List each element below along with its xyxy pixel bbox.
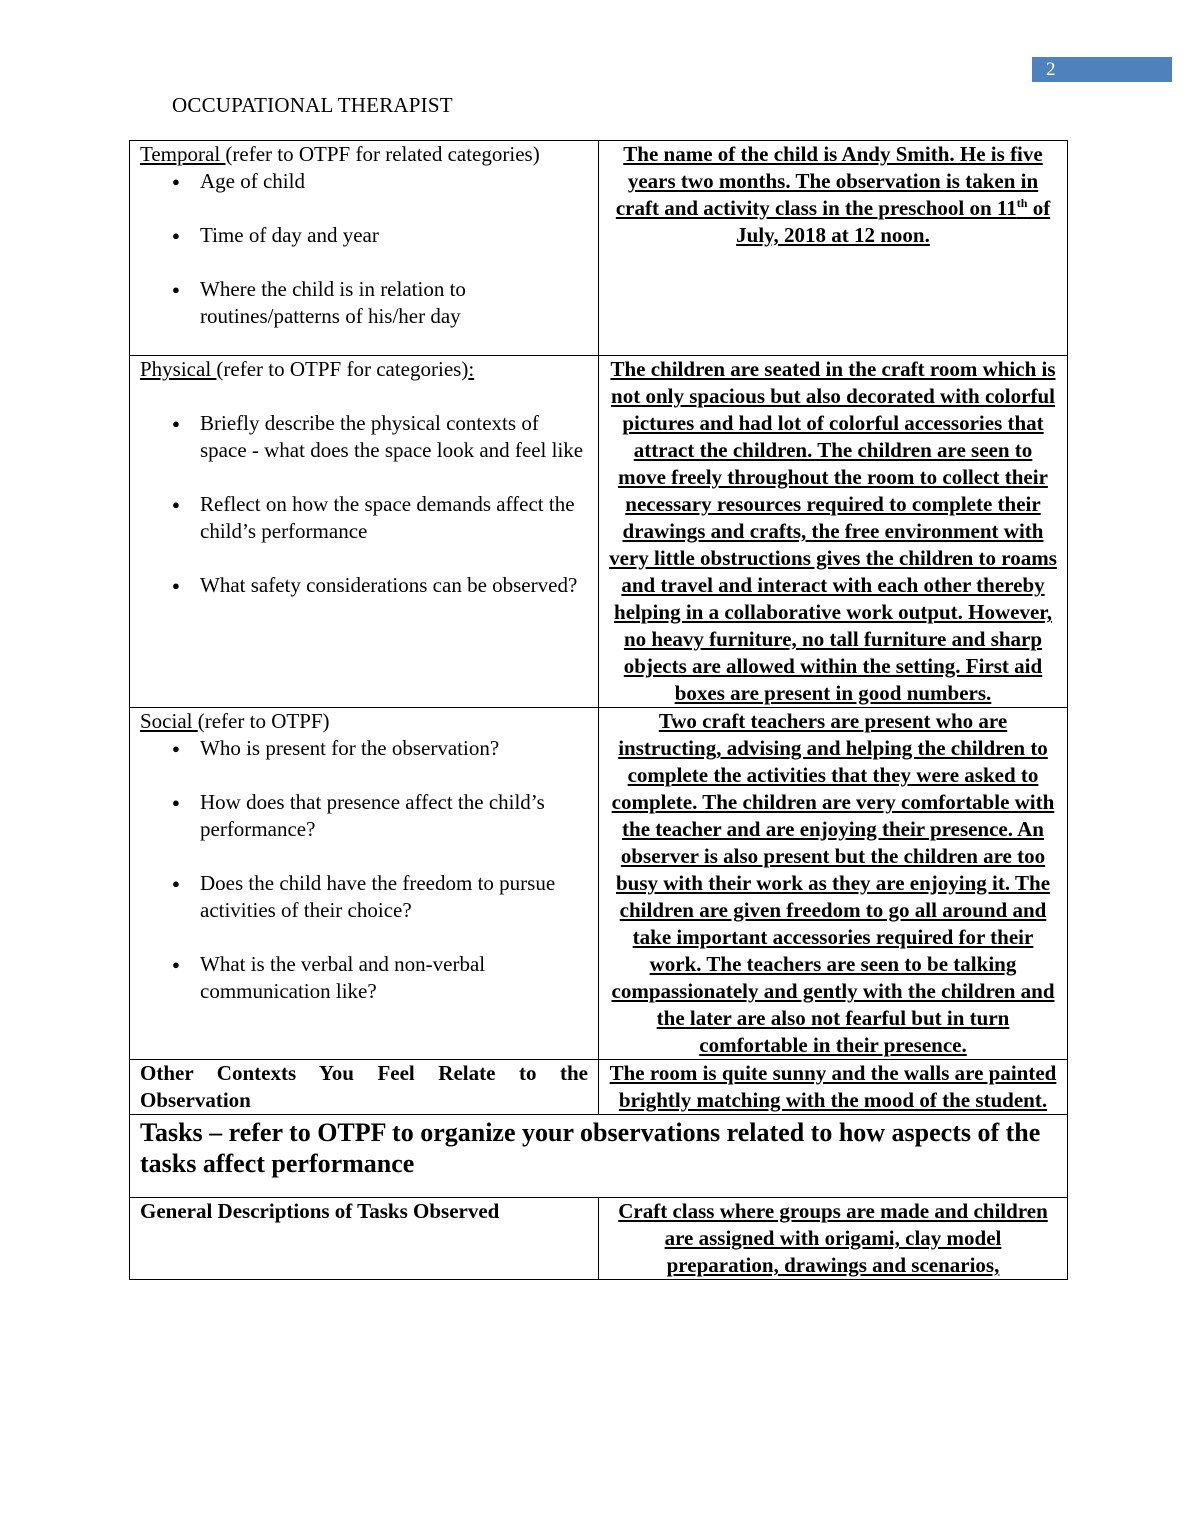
list-item: ● Age of child <box>140 168 588 195</box>
other-contexts-response: The room is quite sunny and the walls are painted brightly matching with the mood of the student. <box>599 1060 1068 1115</box>
ordinal-suffix: th <box>1016 196 1028 210</box>
social-prompt-cell <box>130 708 599 1060</box>
list-item: ● Who is present for the observation? <box>140 735 588 762</box>
temporal-response-end: of July, 2018 at 12 noon. <box>736 196 1051 247</box>
page-number: 2 <box>1032 57 1172 82</box>
temporal-prompt-cell <box>130 141 599 356</box>
social-heading <box>140 708 588 735</box>
physical-title: Physical <box>140 357 217 381</box>
social-title: Social <box>140 709 198 733</box>
physical-title-colon: : <box>468 357 475 381</box>
other-contexts-row <box>130 1060 1068 1115</box>
tasks-heading: Tasks – refer to OTPF to organize your observations related to how aspects of the tasks affect performance <box>130 1115 1068 1198</box>
temporal-title-suffix: (refer to OTPF for related categories) <box>225 142 540 166</box>
physical-heading <box>140 356 588 383</box>
temporal-row <box>130 141 1068 356</box>
list-item: ● Time of day and year <box>140 222 588 249</box>
general-tasks-response: Craft class where groups are made and children are assigned with origami, clay model preparation, drawings and scenarios, <box>599 1198 1068 1280</box>
general-tasks-title: General Descriptions of Tasks Observed <box>130 1198 599 1280</box>
physical-title-suffix: (refer to OTPF for categories) <box>216 357 469 381</box>
list-item: ● Briefly describe the physical contexts of space - what does the space look and feel like <box>140 410 588 464</box>
list-item: ● What safety considerations can be observed? <box>140 572 588 599</box>
temporal-response: The name of the child is Andy Smith. He is five years two months. The observation is taken in craft and activity class in the preschool on 11 <box>615 142 1043 220</box>
general-tasks-row <box>130 1198 1068 1280</box>
list-item: ● Where the child is in relation to routines/patterns of his/her day <box>140 276 588 330</box>
tasks-heading-row <box>130 1115 1068 1198</box>
list-item: ● How does that presence affect the child’s performance? <box>140 789 588 843</box>
list-item: ● Does the child have the freedom to pursue activities of their choice? <box>140 870 588 924</box>
temporal-title: Temporal <box>140 142 226 166</box>
list-item: ● What is the verbal and non-verbal communication like? <box>140 951 588 1005</box>
observation-table <box>129 140 1068 1280</box>
other-contexts-title: Other Contexts You Feel Relate to the Observation <box>130 1060 599 1115</box>
temporal-heading <box>140 141 588 168</box>
physical-response-cell: The children are seated in the craft room which is not only spacious but also decorated with colorful pictures and had lot of colorful accessories that attract the children. The children are seen to move freely throughout the room to collect their necessary resources required to complete their drawings and crafts, the free environment with very little obstructions gives the children to roams and travel and interact with each other thereby helping in a collaborative work output. However, no heavy furniture, no tall furniture and sharp objects are allowed within the setting. First aid boxes are present in good numbers. <box>599 356 1068 708</box>
physical-prompt-cell <box>130 356 599 708</box>
social-response-cell: Two craft teachers are present who are instructing, advising and helping the children to complete the activities that they were asked to complete. The children are very comfortable with the teacher and are enjoying their presence. An observer is also present but the children are too busy with their work as they are enjoying it. The children are given freedom to go all around and take important accessories required for their work. The teachers are seen to be talking compassionately and gently with the children and the later are also not fearful but in turn comfortable in their presence. <box>599 708 1068 1060</box>
list-item: ● Reflect on how the space demands affect the child’s performance <box>140 491 588 545</box>
physical-list <box>140 410 588 599</box>
temporal-list <box>140 168 588 330</box>
temporal-response-cell <box>599 141 1068 356</box>
social-title-suffix: (refer to OTPF) <box>197 709 330 733</box>
social-list <box>140 735 588 1005</box>
physical-row <box>130 356 1068 708</box>
social-row <box>130 708 1068 1060</box>
header-title: OCCUPATIONAL THERAPIST <box>172 93 453 117</box>
